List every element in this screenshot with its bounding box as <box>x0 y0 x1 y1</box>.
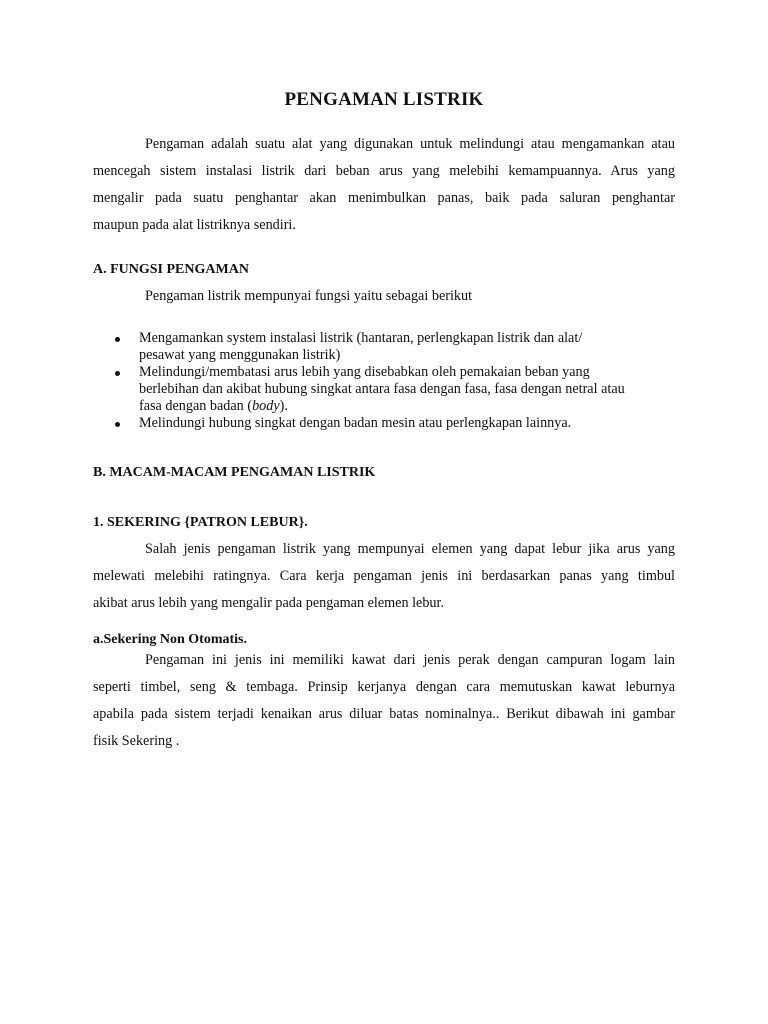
paragraph-line: Salah jenis pengaman listrik yang mempunyai elemen yang dapat lebur jika arus yang <box>145 541 675 557</box>
intro-paragraph <box>93 131 675 239</box>
list-item-line: berlebihan dan akibat hubung singkat antara fasa dengan fasa, fasa dengan netral atau <box>139 381 625 397</box>
list-item <box>93 330 675 364</box>
italic-term: body <box>252 398 280 414</box>
paragraph-line: Pengaman adalah suatu alat yang digunakan untuk melindungi atau mengamankan atau <box>145 136 675 152</box>
function-list <box>93 330 675 432</box>
list-item <box>93 415 675 432</box>
paragraph-line: akibat arus lebih yang mengalir pada pengaman elemen lebur. <box>93 595 445 611</box>
non-otomatis-paragraph <box>93 647 675 755</box>
paragraph-line: mencegah sistem instalasi listrik dari beban arus yang melebihi kemampuannya. Arus yang <box>93 163 675 179</box>
paragraph-line: melewati melebihi ratingnya. Cara kerja pengaman jenis ini berdasarkan panas yang timbul <box>93 568 675 584</box>
list-item-text: fasa dengan badan ( <box>139 398 253 414</box>
subsection-heading-non-otomatis: a.Sekering Non Otomatis. <box>93 632 247 647</box>
list-item-line: pesawat yang menggunakan listrik) <box>139 347 341 363</box>
list-item-text: ). <box>279 398 288 414</box>
paragraph-line: fisik Sekering . <box>93 733 180 749</box>
paragraph-line: mengalir pada suatu penghantar akan menimbulkan panas, baik pada saluran penghantar <box>93 190 675 206</box>
bullet-icon <box>115 337 120 342</box>
list-item-line <box>139 398 675 415</box>
list-item-line: Melindungi/membatasi arus lebih yang disebabkan oleh pemakaian beban yang <box>139 364 590 380</box>
document-title: PENGAMAN LISTRIK <box>284 89 484 110</box>
sekering-paragraph <box>93 536 675 617</box>
list-item-line: Melindungi hubung singkat dengan badan mesin atau perlengkapan lainnya. <box>139 415 572 431</box>
paragraph-line: Pengaman ini jenis ini memiliki kawat dari jenis perak dengan campuran logam lain <box>145 652 675 668</box>
paragraph-line: maupun pada alat listriknya sendiri. <box>93 217 296 233</box>
list-item-line: Mengamankan system instalasi listrik (hantaran, perlengkapan listrik dan alat/ <box>139 330 583 346</box>
subsection-heading-sekering: 1. SEKERING {PATRON LEBUR}. <box>93 515 308 530</box>
paragraph-line: apabila pada sistem terjadi kenaikan arus diluar batas nominalnya.. Berikut dibawah ini gambar <box>93 706 675 722</box>
list-item <box>93 364 675 415</box>
section-heading-macam: B. MACAM-MACAM PENGAMAN LISTRIK <box>93 465 376 480</box>
section-heading-fungsi: A. FUNGSI PENGAMAN <box>93 262 249 277</box>
bullet-icon <box>115 371 120 376</box>
bullet-icon <box>115 422 120 427</box>
section-lead: Pengaman listrik mempunyai fungsi yaitu sebagai berikut <box>145 288 473 304</box>
paragraph-line: seperti timbel, seng & tembaga. Prinsip kerjanya dengan cara memutuskan kawat leburnya <box>93 679 675 695</box>
